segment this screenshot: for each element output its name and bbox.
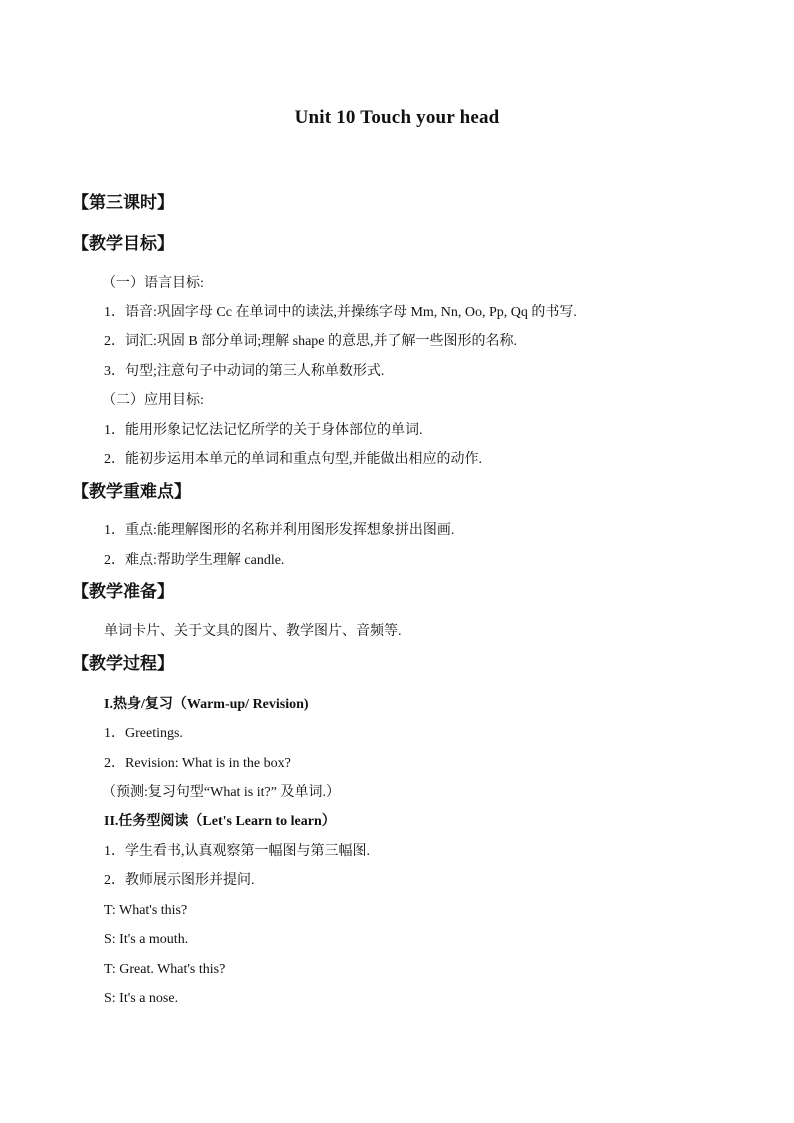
dialogue-line: S: It's a mouth. xyxy=(104,932,189,947)
step1-line: 1．Greetings. xyxy=(104,726,183,741)
process-heading: 【教学过程】 xyxy=(72,654,174,673)
step1-title: I.热身/复习（Warm-up/ Revision) xyxy=(104,697,309,712)
dialogue-line: T: Great. What's this? xyxy=(104,962,226,977)
step2-line: 1．学生看书,认真观察第一幅图与第三幅图. xyxy=(104,844,370,859)
step1-line: 2．Revision: What is in the box? xyxy=(104,756,291,771)
step1-line: （预测:复习句型“What is it?” 及单词.） xyxy=(102,785,340,800)
preparation-line: 单词卡片、关于文具的图片、教学图片、音频等. xyxy=(104,624,402,639)
objective-line: 2．词汇:巩固 B 部分单词;理解 shape 的意思,并了解一些图形的名称. xyxy=(104,334,517,349)
objective-line: 1．语音:巩固字母 Cc 在单词中的读法,并操练字母 Mm, Nn, Oo, Pp, Qq 的书写. xyxy=(104,305,577,320)
step2-line: 2．教师展示图形并提问. xyxy=(104,873,255,888)
objectives-heading: 【教学目标】 xyxy=(72,234,174,253)
objective-line: 2．能初步运用本单元的单词和重点句型,并能做出相应的动作. xyxy=(104,452,482,467)
document-title: Unit 10 Touch your head xyxy=(294,107,500,128)
objective-line: 3．句型;注意句子中动词的第三人称单数形式. xyxy=(104,364,385,379)
key-points-heading: 【教学重难点】 xyxy=(72,482,191,501)
step2-title: II.任务型阅读（Let's Learn to learn） xyxy=(104,814,336,829)
dialogue-line: S: It's a nose. xyxy=(104,991,179,1006)
objective-line: （一）语言目标: xyxy=(102,276,204,291)
objective-line: 1．能用形象记忆法记忆所学的关于身体部位的单词. xyxy=(104,423,423,438)
key-point-line: 1．重点:能理解图形的名称并利用图形发挥想象拼出图画. xyxy=(104,523,455,538)
dialogue-line: T: What's this? xyxy=(104,903,188,918)
key-point-line: 2．难点:帮助学生理解 candle. xyxy=(104,553,285,568)
objective-line: （二）应用目标: xyxy=(102,393,204,408)
preparation-heading: 【教学准备】 xyxy=(72,582,174,601)
lesson-period-heading: 【第三课时】 xyxy=(72,193,174,212)
